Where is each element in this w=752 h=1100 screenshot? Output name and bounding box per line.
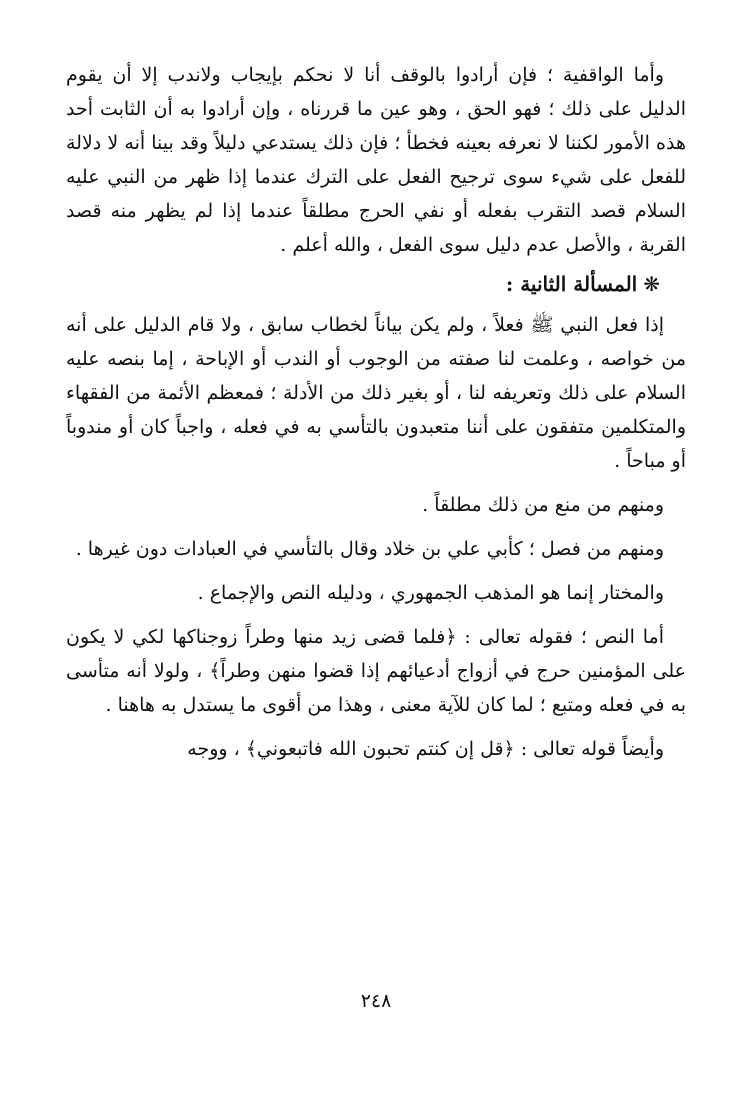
paragraph-first: إذا فعل النبي ﷺ فعلاً ، ولم يكن بياناً لخطاب سابق ، ولا قام الدليل على أنه من خواصه ، وعلمت لنا صفته من الوجوب أو الندب أو الإباحة ، إما بنصه عليه السلام على ذلك وتعريفه لنا ، أو بغير ذلك من الأدلة ؛ فمعظم الأئمة من الفقهاء والمتكلمين متفقون على أننا متعبدون بالتأسي به في فعله ، واجباً كان أو مندوباً أو مباحاً . [66,314,686,472]
section-heading-text: المسألة الثانية : [505,272,638,296]
paragraph-third: ومنهم من فصل ؛ كأبي علي بن خلاد وقال بالتأسي في العبادات دون غيرها . [75,538,664,560]
paragraph-sixth: وأيضاً قوله تعالى : ﴿قل إن كنتم تحبون الله فاتبعوني﴾ ، ووجه [187,738,664,760]
document-page [66,58,686,1038]
page-number: ٢٤٨ [360,990,392,1012]
section-heading [66,266,686,302]
paragraph-second: ومنهم من منع من ذلك مطلقاً . [422,494,664,516]
paragraph-fourth: والمختار إنما هو المذهب الجمهوري ، ودليله النص والإجماع . [197,582,664,604]
paragraph-waqifiyya: وأما الواقفية ؛ فإن أرادوا بالوقف أنا لا نحكم بإيجاب ولاندب إلا أن يقوم الدليل على ذلك ؛ فهو الحق ، وهو عين ما قررناه ، وإن أرادوا به أن الثابت أحد هذه الأمور لكننا لا نعرفه بعينه فخطأ ؛ فإن ذلك يستدعي دليلاً وقد بينا أنه لا دلالة للفعل على شيء سوى ترجيح الفعل على الترك عندما إذا ظهر من النبي عليه السلام قصد التقرب بفعله أو نفي الحرج مطلقاً عندما إذا لم يظهر منه قصد القربة ، والأصل عدم دليل سوى الفعل ، والله أعلم . [66,64,686,256]
paragraph-fifth: أما النص ؛ فقوله تعالى : ﴿فلما قضى زيد منها وطراً زوجناكها لكي لا يكون على المؤمنين حرج في أزواج أدعيائهم إذا قضوا منهن وطراً﴾ ، ولولا أنه متأسى به في فعله ومتبع ؛ لما كان للآية معنى ، وهذا من أقوى ما يستدل به هاهنا . [66,626,687,716]
star-ornament-icon: ❋ [643,272,660,296]
